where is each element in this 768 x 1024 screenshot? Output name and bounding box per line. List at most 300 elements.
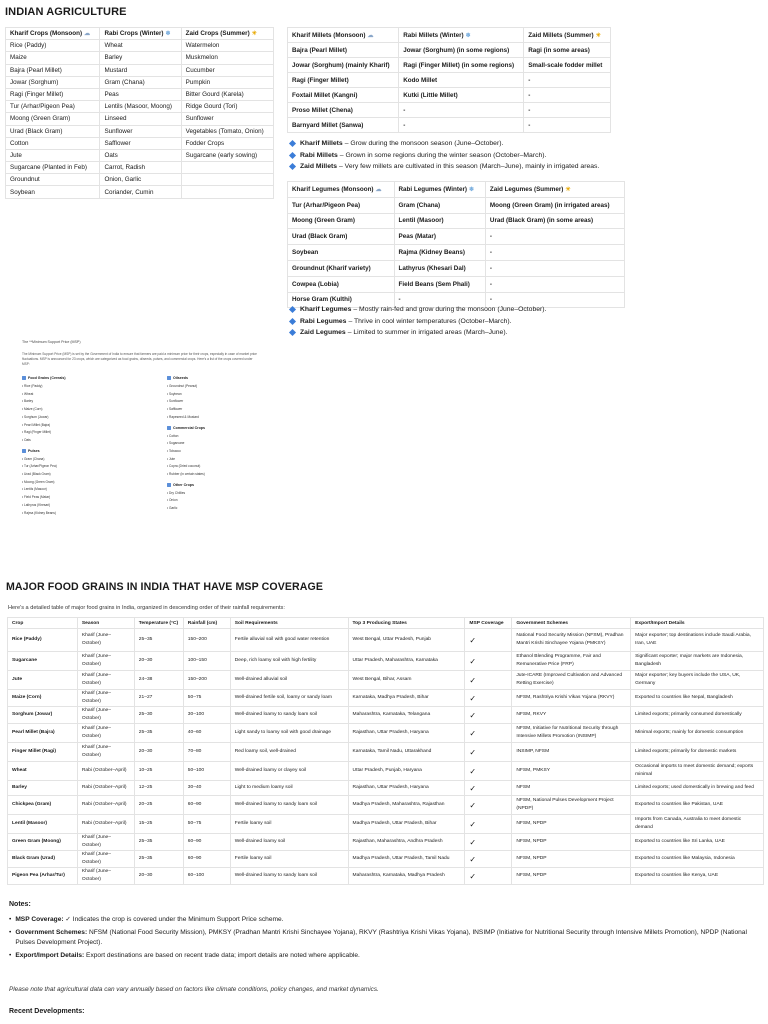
table-row (8, 690, 764, 707)
table-row (6, 40, 274, 52)
table-cell: 60–90 (183, 851, 230, 868)
table-cell: Fertile loamy soil (230, 851, 348, 868)
table-cell: Rajma (Kidney Beans) (394, 245, 485, 261)
table-row (6, 88, 274, 100)
table-cell: Oats (100, 149, 181, 161)
diamond-bullet-icon (289, 140, 296, 147)
table-row (8, 815, 764, 834)
list-item: • Jute (167, 456, 272, 464)
table-cell: Jute (8, 671, 78, 690)
table-cell: Ragi (Finger Millet) (6, 88, 100, 100)
table-cell: Light sandy to loamy soil with good drainage (230, 724, 348, 743)
snowflake-icon: ❄ (465, 32, 471, 39)
table-cell: Rajasthan, Maharashtra, Andhra Pradesh (348, 834, 465, 851)
table-cell: 25–35 (134, 629, 183, 652)
table-cell: - (485, 276, 624, 292)
legumes-table (287, 181, 625, 308)
recent-developments-heading: Recent Developments: (9, 1008, 85, 1015)
table-cell: Cotton (6, 137, 100, 149)
table-cell: Rice (Paddy) (8, 629, 78, 652)
table-cell: Proso Millet (Chena) (288, 103, 399, 118)
table-row (288, 58, 611, 73)
list-item: • Field Peas (Matar) (22, 494, 127, 502)
table-cell: 20–25 (134, 796, 183, 815)
note-label: Zaid Millets (300, 163, 338, 171)
table-cell: Tur (Arhar/Pigeon Pea) (6, 101, 100, 113)
table-cell: Rice (Paddy) (6, 40, 100, 52)
table-cell: Wheat (8, 762, 78, 781)
note-label: MSP Coverage: (15, 916, 64, 923)
table-cell: Sunflower (181, 113, 273, 125)
table-cell: - (394, 292, 485, 308)
note-text: – Mostly rain-fed and grow during the monsoon (June–October). (353, 306, 547, 313)
table-cell: 21–27 (134, 690, 183, 707)
note-label: Zaid Legumes (300, 329, 346, 337)
table-row (8, 629, 764, 652)
note-label: Government Schemes: (15, 929, 88, 936)
table-cell: Well-drained fertile soil, loamy or sandy loam (230, 690, 348, 707)
note-body (15, 915, 283, 925)
table-cell: - (485, 229, 624, 245)
table-cell: NFSM, NPDP (512, 834, 631, 851)
cloud-icon: ☁ (375, 186, 382, 193)
table-header-row (6, 28, 274, 40)
table-cell: Muskmelon (181, 52, 273, 64)
table-cell: 40–60 (183, 724, 230, 743)
table-header-cell: Kharif Legumes (Monsoon) ☁ (288, 182, 395, 198)
table-cell: Fertile loamy soil (230, 815, 348, 834)
table-row (8, 781, 764, 796)
table-cell: Tur (Arhar/Pigeon Pea) (288, 197, 395, 213)
table-cell: Rajasthan, Uttar Pradesh, Haryana (348, 724, 465, 743)
table-row (8, 851, 764, 868)
check-icon: ✓ (465, 796, 512, 815)
table-cell: NFSM (512, 781, 631, 796)
diamond-bullet-icon (289, 318, 296, 325)
table-cell: Major exporter; key buyers include the USA, UK, Germany (631, 671, 764, 690)
table-cell: Barley (8, 781, 78, 796)
table-cell: Imports from Canada, Australia to meet domestic demand (631, 815, 764, 834)
thumbnail-right-column (167, 372, 272, 517)
table-cell: Field Beans (Sem Phali) (394, 276, 485, 292)
table-row (6, 101, 274, 113)
table-cell: Urad (Black Gram) (in some areas) (485, 213, 624, 229)
table-cell: Onion, Garlic (100, 174, 181, 186)
notes-heading: Notes: (9, 901, 31, 908)
table-cell: Rabi (October–April) (77, 762, 134, 781)
category-label: Commercial Crops (173, 425, 205, 430)
table-row (288, 73, 611, 88)
table-cell: Exported to countries like Malaysia, Indonesia (631, 851, 764, 868)
thumbnail-title: The **Minimum Support Price (MSP) (22, 340, 81, 344)
table-cell: Urad (Black Gram) (6, 125, 100, 137)
thumbnail-category (167, 483, 272, 487)
table-cell: West Bengal, Uttar Pradesh, Punjab (348, 629, 465, 652)
table-cell: Safflower (100, 137, 181, 149)
table-cell: NFSM, NPDP (512, 851, 631, 868)
table-cell: 100–150 (183, 652, 230, 671)
table-cell: Maize (6, 52, 100, 64)
table-row (288, 245, 625, 261)
note-label: Export/Import Details: (15, 952, 85, 959)
check-icon: ✓ (465, 762, 512, 781)
note-item (9, 928, 754, 948)
table-cell: Exported to countries like Pakistan, UAE (631, 796, 764, 815)
table-cell: Lathyrus (Khesari Dal) (394, 260, 485, 276)
table-row (288, 43, 611, 58)
list-item: • Rice (Paddy) (22, 383, 127, 391)
table-cell: Well-drained loamy to sandy loam soil (230, 796, 348, 815)
thumbnail-category (167, 376, 272, 380)
table-cell: Peas (100, 88, 181, 100)
table-row (6, 149, 274, 161)
table-cell (181, 174, 273, 186)
table-header-cell: Government Schemes (512, 618, 631, 629)
table-cell: NFSM, NPDP (512, 868, 631, 885)
table-header-cell: Zaid Legumes (Summer) ☀ (485, 182, 624, 198)
msp-section-title: MAJOR FOOD GRAINS IN INDIA THAT HAVE MSP COVERAGE (6, 581, 324, 593)
table-cell: Carrot, Radish (100, 162, 181, 174)
table-cell: - (524, 103, 611, 118)
check-icon: ✓ (465, 851, 512, 868)
table-cell: 25–35 (134, 724, 183, 743)
table-cell: Sunflower (100, 125, 181, 137)
list-item: • Soybean (167, 391, 272, 399)
table-cell: Groundnut (6, 174, 100, 186)
list-item: • Sorghum (Jowar) (22, 414, 127, 422)
table-cell: Limited exports; used domestically in brewing and feed (631, 781, 764, 796)
list-item: • Groundnut (Peanut) (167, 383, 272, 391)
table-cell: Ragi (Finger Millet) (288, 73, 399, 88)
table-cell: Cowpea (Lobia) (288, 276, 395, 292)
table-cell: NFSM, Rashtriya Krishi Vikas Yojana (RKVY) (512, 690, 631, 707)
list-item: • Rapeseed & Mustard (167, 414, 272, 422)
table-cell: Fodder Crops (181, 137, 273, 149)
table-cell: Light to medium loamy soil (230, 781, 348, 796)
table-cell: Fertile alluvial soil with good water retention (230, 629, 348, 652)
table-cell: - (524, 73, 611, 88)
table-cell: Barnyard Millet (Sanwa) (288, 118, 399, 133)
table-header-cell: Rabi Crops (Winter) ❄ (100, 28, 181, 40)
table-header-cell: Crop (8, 618, 78, 629)
table-header-cell: Zaid Crops (Summer) ☀ (181, 28, 273, 40)
table-cell: Lentil (Masoor) (8, 815, 78, 834)
table-cell: Limited exports; primarily for domestic markets (631, 743, 764, 762)
table-row (8, 652, 764, 671)
table-cell: Foxtail Millet (Kangni) (288, 88, 399, 103)
table-cell: Moong (Green Gram) (6, 113, 100, 125)
table-row (288, 229, 625, 245)
table-header-cell: Export/Import Details (631, 618, 764, 629)
table-cell: Rajasthan, Uttar Pradesh, Haryana (348, 781, 465, 796)
note-label: Rabi Millets (300, 151, 338, 159)
check-icon: ✓ (465, 815, 512, 834)
note-text: – Grow during the monsoon season (June–October). (344, 140, 504, 147)
table-cell: Maharashtra, Karnataka, Telangana (348, 707, 465, 724)
check-icon: ✓ (465, 724, 512, 743)
table-cell: Bajra (Pearl Millet) (6, 64, 100, 76)
table-cell: Sorghum (Jowar) (8, 707, 78, 724)
table-cell: 150–200 (183, 629, 230, 652)
table-row (6, 52, 274, 64)
cloud-icon: ☁ (84, 31, 91, 38)
cloud-icon: ☁ (367, 32, 374, 39)
table-cell: Urad (Black Gram) (288, 229, 395, 245)
table-cell: 12–25 (134, 781, 183, 796)
category-label: Pulses (28, 448, 40, 453)
table-header-row (288, 28, 611, 43)
table-cell: Karnataka, Tamil Nadu, Uttarakhand (348, 743, 465, 762)
table-cell: - (399, 118, 524, 133)
diamond-bullet-icon (289, 163, 296, 170)
notes-list (9, 915, 754, 964)
table-row (288, 103, 611, 118)
table-cell: Well-drained loamy or clayey soil (230, 762, 348, 781)
table-cell: Wheat (100, 40, 181, 52)
table-cell: Madhya Pradesh, Maharashtra, Rajasthan (348, 796, 465, 815)
list-item: • Onion (167, 497, 272, 505)
table-cell: Kharif (June–October) (77, 868, 134, 885)
table-cell: Ethanol Blending Programme, Fair and Remunerative Price (FRP) (512, 652, 631, 671)
table-row (8, 762, 764, 781)
thumbnail-category (167, 426, 272, 430)
table-cell: Soybean (6, 186, 100, 198)
table-cell: Kharif (June–October) (77, 690, 134, 707)
table-cell: Moong (Green Gram) (in irrigated areas) (485, 197, 624, 213)
note-label: Kharif Millets (300, 140, 343, 147)
note-text: – Limited to summer in irrigated areas (March–June). (347, 329, 508, 337)
category-icon (167, 426, 171, 430)
diamond-bullet-icon (289, 329, 296, 336)
list-item: • Oats (22, 437, 127, 445)
thumbnail-intro: The Minimum Support Price (MSP) is set by the Government of India to ensure that farmers are paid a minimum price for their crops, especially in case of market price fluctuations. MSP is announced for 23 crops, which are categorized as food grains, oilseeds, pulses, and commercial crops. Here's a list of the crops covered under MSP: (22, 352, 257, 366)
table-cell: Rabi (October–April) (77, 781, 134, 796)
table-cell: Jute (6, 149, 100, 161)
table-cell: Pearl Millet (Bajra) (8, 724, 78, 743)
list-item: • Rajma (Kidney Beans) (22, 510, 127, 518)
table-header-row (8, 618, 764, 629)
table-header-cell: Rainfall (cm) (183, 618, 230, 629)
table-cell: NFSM, National Pulses Development Project (NPDP) (512, 796, 631, 815)
table-row (8, 743, 764, 762)
sun-icon: ☀ (251, 31, 258, 38)
table-cell: Ragi (in some areas) (524, 43, 611, 58)
table-row (288, 213, 625, 229)
table-cell: Deep, rich loamy soil with high fertility (230, 652, 348, 671)
table-cell: - (485, 260, 624, 276)
list-item: • Wheat (22, 391, 127, 399)
list-item: • Cotton (167, 433, 272, 441)
table-cell: NFSM, RKVY (512, 707, 631, 724)
table-cell: 60–100 (183, 868, 230, 885)
table-cell: Watermelon (181, 40, 273, 52)
table-cell: NFSM, NPDP (512, 815, 631, 834)
page-title: INDIAN AGRICULTURE (5, 6, 127, 18)
list-item: • Tobacco (167, 448, 272, 456)
note-text: ✓ Indicates the crop is covered under the Minimum Support Price scheme. (65, 916, 284, 923)
disclaimer: Please note that agricultural data can vary annually based on factors like climate conditions, policy changes, and market dynamics. (9, 986, 379, 993)
table-header-row (288, 182, 625, 198)
table-cell: 24–38 (134, 671, 183, 690)
table-cell: Horse Gram (Kulthi) (288, 292, 395, 308)
table-cell: 60–90 (183, 796, 230, 815)
msp-section-intro: Here's a detailed table of major food grains in India, organized in descending order of their rainfall requirements: (8, 605, 285, 611)
table-cell: 30–40 (183, 781, 230, 796)
category-icon (22, 449, 26, 453)
table-cell: Mustard (100, 64, 181, 76)
table-cell (181, 186, 273, 198)
table-header-cell: Kharif Millets (Monsoon) ☁ (288, 28, 399, 43)
table-cell: Finger Millet (Ragi) (8, 743, 78, 762)
table-cell: - (485, 292, 624, 308)
table-cell: Peas (Matar) (394, 229, 485, 245)
table-cell: 15–25 (134, 815, 183, 834)
table-row (8, 868, 764, 885)
note-text: – Thrive in cool winter temperatures (October–March). (348, 317, 512, 325)
table-cell: NFSM, PMKSY (512, 762, 631, 781)
table-cell: 50–100 (183, 762, 230, 781)
table-row (6, 76, 274, 88)
table-cell: Jowar (Sorghum) (mainly Kharif) (288, 58, 399, 73)
table-row (6, 113, 274, 125)
table-cell: Pumpkin (181, 76, 273, 88)
table-header-cell: Temperature (°C) (134, 618, 183, 629)
table-cell: - (399, 103, 524, 118)
table-cell: Jowar (Sorghum) (6, 76, 100, 88)
table-cell: Kharif (June–October) (77, 652, 134, 671)
check-icon: ✓ (465, 690, 512, 707)
table-cell: Ridge Gourd (Tori) (181, 101, 273, 113)
table-cell: Well-drained loamy to sandy loam soil (230, 707, 348, 724)
note-item (289, 161, 599, 173)
table-cell: West Bengal, Bihar, Assam (348, 671, 465, 690)
table-cell: Rabi (October–April) (77, 815, 134, 834)
table-cell: Kharif (June–October) (77, 671, 134, 690)
table-row (288, 197, 625, 213)
list-item: • Garlic (167, 505, 272, 513)
table-cell: Exported to countries like Nepal, Bangladesh (631, 690, 764, 707)
table-header-cell: Zaid Millets (Summer) ☀ (524, 28, 611, 43)
table-cell: Uttar Pradesh, Punjab, Haryana (348, 762, 465, 781)
table-row (288, 276, 625, 292)
note-text: Export destinations are based on recent trade data; import details are noted where applicable. (86, 952, 360, 959)
note-item (9, 915, 754, 925)
list-item: • Pearl Millet (Bajra) (22, 422, 127, 430)
table-row (8, 671, 764, 690)
snowflake-icon: ❄ (469, 186, 475, 193)
table-cell: 70–80 (183, 743, 230, 762)
table-cell: - (524, 118, 611, 133)
table-header-cell: Soil Requirements (230, 618, 348, 629)
table-cell: Gram (Chana) (394, 197, 485, 213)
table-cell: Pigeon Pea (Arhar/Tur) (8, 868, 78, 885)
note-item (289, 304, 546, 316)
table-cell: Well-drained alluvial soil (230, 671, 348, 690)
table-cell: Bajra (Pearl Millet) (288, 43, 399, 58)
table-cell: Moong (Green Gram) (288, 213, 395, 229)
table-row (6, 64, 274, 76)
note-text: NFSM (National Food Security Mission), PMKSY (Pradhan Mantri Krishi Sinchayee Yojana), RKVY (Rashtriya Krishi Vikas Yojana), INSIMP (Initiative for Nutritional Security through Intensive Millets Promotion), NPDP (National Pulses Development Project). (15, 929, 747, 946)
table-cell: Kharif (June–October) (77, 707, 134, 724)
table-cell: Kharif (June–October) (77, 834, 134, 851)
thumbnail-category (22, 449, 127, 453)
note-item (289, 150, 599, 162)
table-cell: Kutki (Little Millet) (399, 88, 524, 103)
list-item: • Rubber (in certain states) (167, 471, 272, 479)
table-cell: 50–75 (183, 815, 230, 834)
table-cell: Groundnut (Kharif variety) (288, 260, 395, 276)
table-cell: Occasional imports to meet domestic demand; exports minimal (631, 762, 764, 781)
table-cell: Kharif (June–October) (77, 743, 134, 762)
list-item: • Sugarcane (167, 440, 272, 448)
table-row (6, 125, 274, 137)
snowflake-icon: ❄ (165, 31, 171, 38)
list-item: • Dry Chillies (167, 490, 272, 498)
table-cell: 10–25 (134, 762, 183, 781)
table-cell: Maize (Corn) (8, 690, 78, 707)
table-cell: - (485, 245, 624, 261)
table-row (288, 118, 611, 133)
table-row (6, 174, 274, 186)
table-cell: 25–35 (134, 851, 183, 868)
table-cell: 20–30 (134, 743, 183, 762)
table-cell: Small-scale fodder millet (524, 58, 611, 73)
list-item: • Safflower (167, 406, 272, 414)
list-item: • Tur (Arhar/Pigeon Pea) (22, 463, 127, 471)
table-cell: Chickpea (Gram) (8, 796, 78, 815)
note-body (15, 951, 360, 961)
table-cell: 150–200 (183, 671, 230, 690)
table-row (8, 707, 764, 724)
check-icon: ✓ (465, 868, 512, 885)
table-cell: Minimal exports; mainly for domestic consumption (631, 724, 764, 743)
table-row (6, 162, 274, 174)
table-cell: Sugarcane (Planted in Feb) (6, 162, 100, 174)
table-row (288, 260, 625, 276)
millet-season-notes (289, 138, 599, 173)
table-row (6, 137, 274, 149)
table-cell: Black Gram (Urad) (8, 851, 78, 868)
category-label: Food Grains (Cereals) (28, 376, 66, 380)
table-header-cell: Kharif Crops (Monsoon) ☁ (6, 28, 100, 40)
table-cell: Well-drained loamy to sandy loam soil (230, 868, 348, 885)
list-item: • Barley (22, 398, 127, 406)
table-cell: Barley (100, 52, 181, 64)
check-icon: ✓ (465, 671, 512, 690)
table-cell: Kharif (June–October) (77, 724, 134, 743)
table-cell: Cucumber (181, 64, 273, 76)
table-cell: - (524, 88, 611, 103)
table-cell: Sugarcane (8, 652, 78, 671)
table-header-cell: Top 3 Producing States (348, 618, 465, 629)
seasonal-crops-table (5, 27, 274, 199)
millets-table (287, 27, 611, 133)
list-item: • Urad (Black Gram) (22, 471, 127, 479)
list-item: • Copra (Dried coconut) (167, 463, 272, 471)
thumbnail-category (22, 376, 127, 380)
category-label: Other Crops (173, 482, 194, 487)
table-cell: Kharif (June–October) (77, 629, 134, 652)
check-icon: ✓ (465, 781, 512, 796)
table-cell: Gram (Chana) (100, 76, 181, 88)
sun-icon: ☀ (595, 32, 602, 39)
note-item (289, 316, 546, 328)
note-label: Kharif Legumes (300, 306, 352, 313)
table-cell: Kharif (June–October) (77, 851, 134, 868)
table-cell: 20–30 (134, 868, 183, 885)
table-header-cell: Rabi Legumes (Winter) ❄ (394, 182, 485, 198)
table-cell: Karnataka, Madhya Pradesh, Bihar (348, 690, 465, 707)
